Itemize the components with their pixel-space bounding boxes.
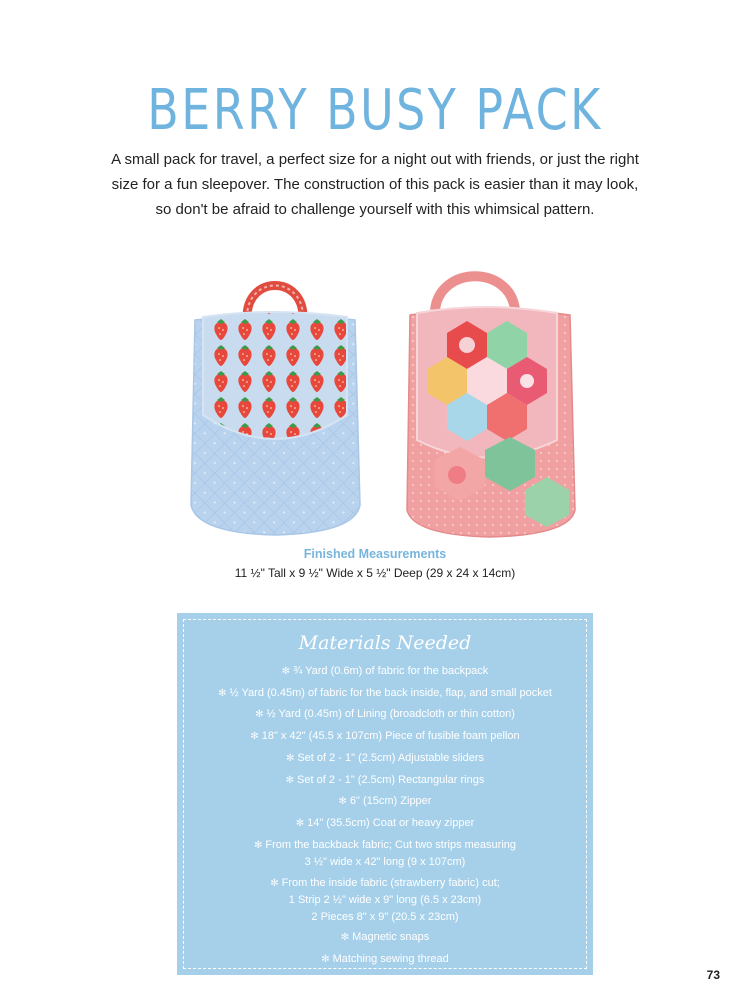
finished-measurements-value: 11 ½" Tall x 9 ½" Wide x 5 ½" Deep (29 x 24 x 14cm) <box>234 566 516 580</box>
asterisk-bullet-icon: ✻ <box>338 796 347 808</box>
materials-box <box>177 613 593 975</box>
material-item <box>197 750 573 767</box>
material-item-text: 14" (35.5cm) Coat or heavy zipper <box>307 816 475 829</box>
material-item-text: From the inside fabric (strawberry fabric) cut; <box>281 876 500 889</box>
material-item-text: 2 Pieces 8" x 9" (20.5 x 23cm) <box>311 910 459 923</box>
asterisk-bullet-icon: ✻ <box>281 666 291 677</box>
material-item-text: ½ Yard (0.45m) of fabric for the back inside, flap, and small pocket <box>229 686 552 699</box>
material-item <box>197 929 573 946</box>
material-item-text: Magnetic snaps <box>352 931 430 944</box>
blue-backpack <box>191 286 360 536</box>
material-item-text: 6" (15cm) Zipper <box>349 795 432 808</box>
asterisk-bullet-icon: ✻ <box>250 731 259 743</box>
materials-list <box>197 663 573 973</box>
materials-heading: Materials Needed <box>298 632 472 654</box>
asterisk-bullet-icon: ✻ <box>285 752 295 764</box>
material-item-text: ¾ Yard (0.6m) of fabric for the backpack <box>293 665 489 677</box>
material-item-text: 1 Strip 2 ½" wide x 9" long (6.5 x 23cm) <box>288 894 482 907</box>
material-item-text: ½ Yard (0.45m) of Lining (broadcloth or thin cotton) <box>266 708 515 721</box>
page-number: 73 <box>706 968 720 982</box>
asterisk-bullet-icon: ✻ <box>218 687 227 699</box>
material-item <box>197 875 573 925</box>
material-item <box>197 706 573 723</box>
asterisk-bullet-icon: ✻ <box>340 932 350 944</box>
material-item <box>197 772 573 789</box>
material-item <box>197 837 573 871</box>
asterisk-bullet-icon: ✻ <box>321 953 330 965</box>
material-item-text: From the backback fabric; Cut two strips measuring <box>265 838 517 851</box>
material-item-text: Matching sewing thread <box>332 952 449 965</box>
asterisk-bullet-icon: ✻ <box>295 817 305 829</box>
material-item <box>197 728 573 745</box>
asterisk-bullet-icon: ✻ <box>255 709 264 721</box>
finished-measurements-heading: Finished Measurements <box>303 547 447 561</box>
material-item <box>197 793 573 810</box>
material-item <box>197 663 573 680</box>
intro-paragraph: A small pack for travel, a perfect size for a night out with friends, or just the right size for a fun sleepover. The construction of this pack is easier than it may look, so don't be afraid to challenge yourself with this whimsical pattern. <box>111 151 639 218</box>
asterisk-bullet-icon: ✻ <box>270 877 279 889</box>
material-item <box>197 951 573 968</box>
material-item-text: Set of 2 - 1" (2.5cm) Adjustable sliders <box>297 751 485 764</box>
material-item-text: 18" x 42" (45.5 x 107cm) Piece of fusible foam pellon <box>261 730 520 743</box>
pink-backpack <box>407 276 575 537</box>
page-title: BERRY BUSY PACK <box>147 77 603 143</box>
material-item <box>197 815 573 832</box>
asterisk-bullet-icon: ✻ <box>285 774 295 786</box>
material-item-text: 3 ½" wide x 42" long (9 x 107cm) <box>304 856 466 869</box>
material-item-text: Set of 2 - 1" (2.5cm) Rectangular rings <box>297 773 485 786</box>
material-item <box>197 685 573 702</box>
asterisk-bullet-icon: ✻ <box>253 839 263 851</box>
backpacks-photo <box>185 265 585 543</box>
